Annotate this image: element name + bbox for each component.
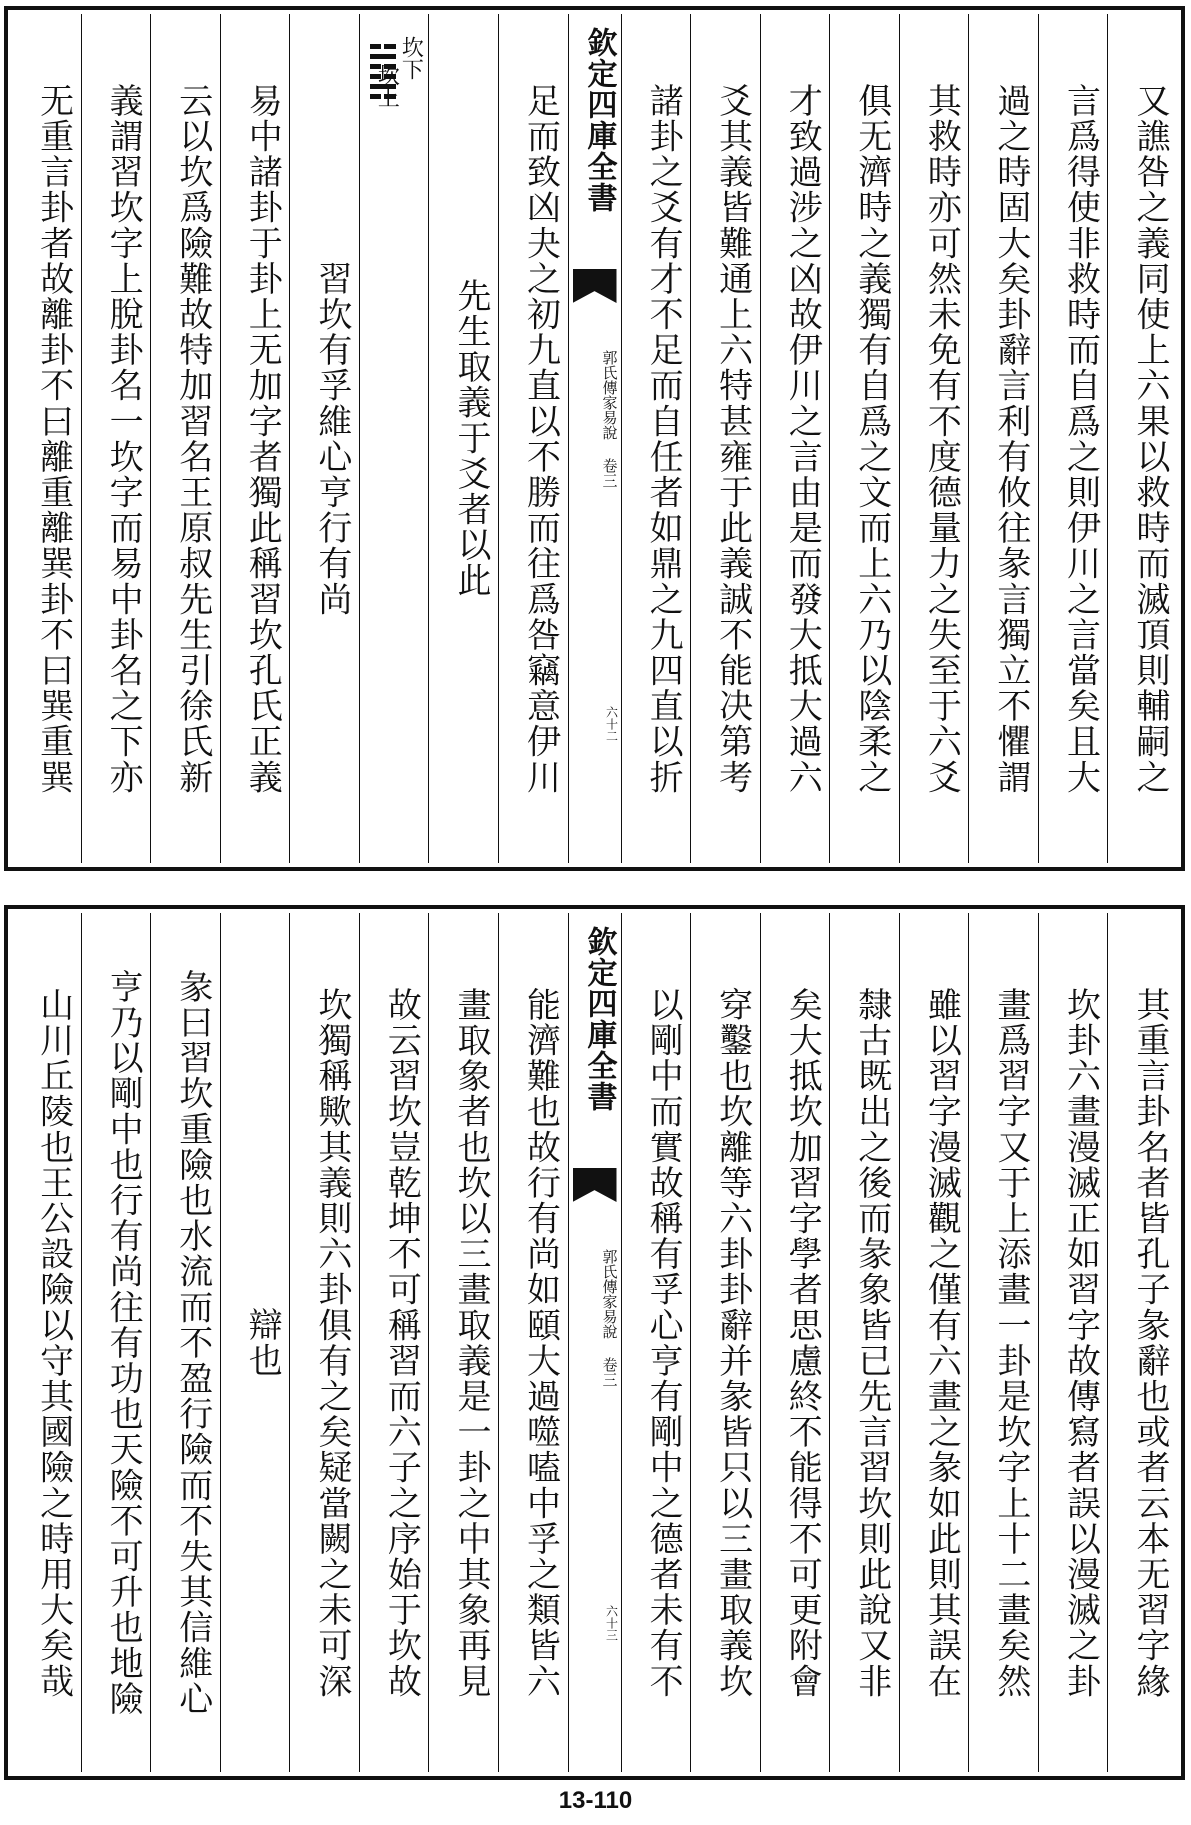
- column-text: 易中諸卦于卦上无加字者獨此稱習坎孔氏正義: [242, 82, 283, 795]
- column-text: 其重言卦名者皆孔子彖辭也或者云本无習字緣: [1130, 986, 1170, 1699]
- text-column: [498, 14, 568, 863]
- text-column: [760, 913, 830, 1772]
- upper-page-frame: [4, 6, 1185, 871]
- column-text: 云以坎爲險難故特加習名王原叔先生引徐氏新: [172, 82, 213, 795]
- column-text: 義謂習坎字上脫卦名一坎字而易中卦名之下亦: [103, 82, 144, 795]
- text-column: [1107, 913, 1177, 1772]
- center-fold-column: [568, 913, 621, 1772]
- lower-page-columns: [12, 913, 1177, 1772]
- fishtail-mark-icon: [573, 269, 617, 303]
- column-text: 隸古既出之後而彖象皆已先言習坎則此說又非: [851, 986, 892, 1699]
- text-column: [760, 14, 830, 863]
- text-column: [220, 913, 290, 1772]
- text-column: [899, 913, 969, 1772]
- text-column: [968, 913, 1038, 1772]
- text-column: [150, 14, 220, 863]
- leaf-number: 六十三: [604, 1605, 619, 1641]
- text-column: [690, 913, 760, 1772]
- page-number: 13-110: [558, 1787, 633, 1814]
- column-text: 以剛中而實故稱有孚心亨有剛中之德者未有不: [643, 986, 684, 1699]
- column-text: 過之時固大矣卦辭言利有攸往彖言獨立不懼謂: [990, 82, 1031, 795]
- text-column: [1038, 913, 1108, 1772]
- text-column: [289, 913, 359, 1772]
- column-text: 言爲得使非救時而自爲之則伊川之言當矣且大: [1060, 82, 1101, 795]
- text-column: [829, 913, 899, 1772]
- column-text: 坎獨稱歟其義則六卦俱有之矣疑當闕之未可深: [311, 986, 352, 1699]
- column-text: 爻其義皆難通上六特甚雍于此義誠不能决第考: [712, 82, 753, 795]
- collection-title: 欽定四庫全書: [581, 27, 617, 213]
- column-text: 彖曰習坎重險也水流而不盈行險而不失其信維心: [172, 968, 213, 1717]
- column-text: 俱无濟時之義獨有自爲之文而上六乃以陰柔之: [851, 82, 892, 795]
- column-text: 穿鑿也坎離等六卦卦辭并彖皆只以三畫取義坎: [712, 986, 753, 1699]
- fishtail-mark-icon: [573, 1168, 617, 1202]
- text-column: [1038, 14, 1108, 863]
- column-text: 其救時亦可然未免有不度德量力之失至于六爻: [921, 82, 962, 795]
- hexagram-trigram-label: [374, 64, 398, 108]
- text-column: [220, 14, 290, 863]
- text-column: [428, 913, 498, 1772]
- column-text: 山川丘陵也王公設險以守其國險之時用大矣哉: [33, 986, 74, 1699]
- text-column: [621, 913, 691, 1772]
- text-column: [829, 14, 899, 863]
- leaf-number: 六十二: [604, 706, 619, 742]
- upper-page-columns: [12, 14, 1177, 863]
- text-column: [1107, 14, 1177, 863]
- column-text: 畫爲習字又于上添畫一卦是坎字上十二畫矣然: [990, 986, 1031, 1699]
- center-fold-column: [568, 14, 621, 863]
- column-text: 能濟難也故行有尚如頤大過噬嗑中孚之類皆六: [520, 986, 561, 1699]
- book-title-volume: 郭氏傳家易說 卷三: [600, 350, 619, 488]
- column-text: 習坎有孚維心亨行有尚: [311, 260, 352, 617]
- text-column: [81, 14, 151, 863]
- column-text: 矣大抵坎加習字學者思慮終不能得不可更附會: [782, 986, 823, 1699]
- column-text: 又譙咎之義同使上六果以救時而滅頂則輔嗣之: [1130, 82, 1170, 795]
- column-text: 先生取義于爻者以此: [450, 278, 491, 599]
- text-column: [359, 913, 429, 1772]
- lower-page-frame: [4, 905, 1185, 1780]
- book-title-volume: 郭氏傳家易說 卷三: [600, 1249, 619, 1387]
- collection-title: 欽定四庫全書: [581, 926, 617, 1112]
- column-text: 雖以習字漫滅觀之僅有六畫之彖如此則其誤在: [921, 986, 962, 1699]
- text-column: [428, 14, 498, 863]
- text-column: [81, 913, 151, 1772]
- column-text: 亨乃以剛中也行有尚往有功也天險不可升也地險: [103, 968, 144, 1717]
- text-column: [12, 913, 81, 1772]
- text-column: [690, 14, 760, 863]
- column-text: 諸卦之爻有才不足而自任者如鼎之九四直以折: [643, 82, 684, 795]
- column-text: 故云習坎豈乾坤不可稱習而六子之序始于坎故: [381, 986, 422, 1699]
- upper-trigram-label: 坎上: [374, 64, 400, 108]
- text-column: [968, 14, 1038, 863]
- text-column: [899, 14, 969, 863]
- text-column: [289, 14, 359, 863]
- text-column: [12, 14, 81, 863]
- column-text: 坎卦六畫漫滅正如習字故傳寫者誤以漫滅之卦: [1060, 986, 1101, 1699]
- column-text: 足而致凶夬之初九直以不勝而往爲咎竊意伊川: [520, 82, 561, 795]
- column-text: 才致過涉之凶故伊川之言由是而發大抵大過六: [782, 82, 823, 795]
- column-text: 无重言卦者故離卦不曰離重離巽卦不曰巽重巽: [33, 82, 74, 795]
- hexagram-column: [359, 14, 429, 863]
- text-column: [150, 913, 220, 1772]
- text-column: [498, 913, 568, 1772]
- column-text: 辯也: [242, 1306, 283, 1379]
- column-text: 畫取象者也坎以三畫取義是一卦之中其象再見: [450, 986, 491, 1699]
- lower-trigram-label: 坎下: [398, 36, 424, 80]
- hexagram-trigram-label: [398, 36, 422, 80]
- text-column: [621, 14, 691, 863]
